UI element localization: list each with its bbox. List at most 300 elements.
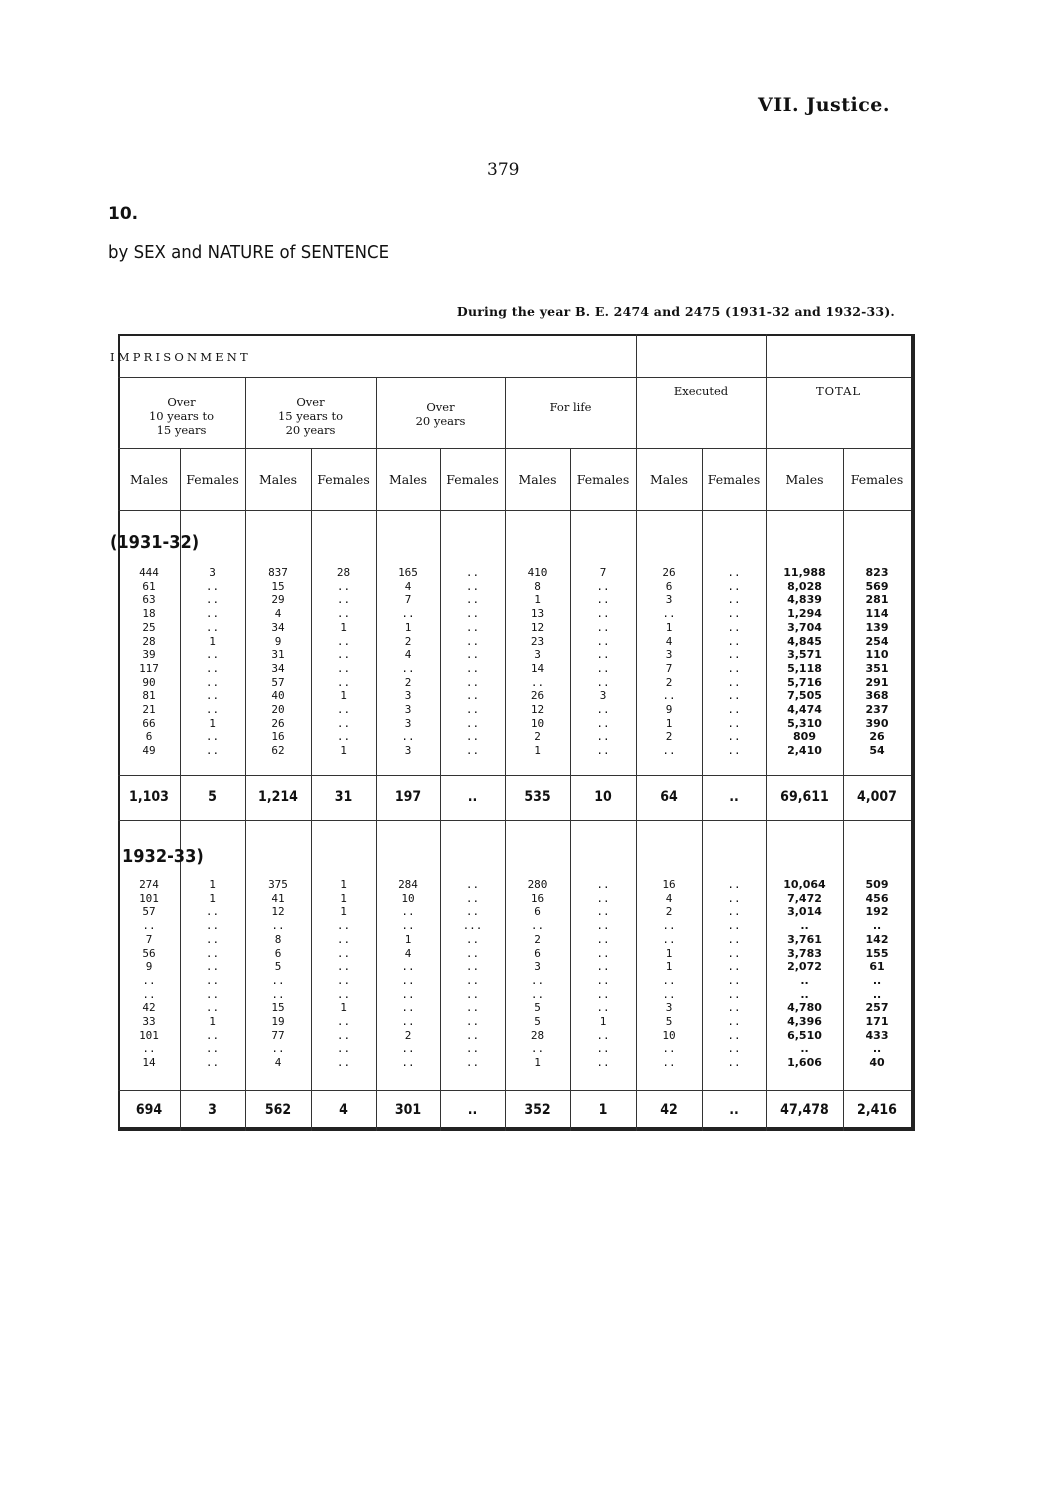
- table-cell: 4: [274, 1056, 282, 1070]
- table-cell: ..: [727, 703, 741, 717]
- data-column: [180, 878, 245, 1070]
- table-cell: ..: [205, 919, 220, 933]
- table-cell: ..: [727, 620, 741, 634]
- table-cell: 823: [865, 566, 889, 579]
- table-cell: ..: [465, 1056, 480, 1070]
- table-cell: ..: [465, 730, 480, 744]
- table-cell: 351: [865, 661, 889, 675]
- table-cell: 3: [209, 566, 216, 579]
- table-cell: ..: [401, 987, 415, 1001]
- table-cell: 237: [865, 703, 889, 717]
- table-cell: ..: [596, 661, 610, 675]
- table-cell: 26: [662, 566, 676, 579]
- table-cell: 8: [534, 579, 541, 593]
- table-cell: 66: [142, 716, 156, 730]
- data-column: [843, 878, 911, 1070]
- total-cell: ..: [729, 789, 739, 805]
- data-column: [570, 566, 636, 758]
- table-cell: ..: [727, 1028, 741, 1042]
- table-cell: 16: [662, 878, 676, 891]
- table-cell: ..: [205, 905, 220, 919]
- table-cell: ..: [336, 932, 351, 946]
- table-cell: 12: [271, 905, 285, 919]
- table-cell: 39: [142, 648, 156, 662]
- table-cell: 1: [209, 878, 216, 891]
- table-cell: 28: [530, 1028, 545, 1042]
- table-cell: 28: [142, 634, 156, 648]
- column-group-header-line: Over: [426, 400, 455, 414]
- data-column: [311, 878, 376, 1070]
- table-cell: ..: [271, 973, 285, 987]
- females-header: Females: [707, 472, 761, 487]
- total-cell: 47,478: [780, 1102, 829, 1118]
- table-cell: ..: [727, 675, 741, 689]
- table-cell: ..: [465, 1001, 480, 1015]
- total-cell: 3: [208, 1102, 217, 1118]
- males-header: Males: [649, 472, 689, 487]
- table-cell: ..: [596, 919, 610, 933]
- table-cell: 101: [139, 891, 159, 905]
- table-cell: 6: [534, 946, 541, 960]
- table-cell: ..: [727, 932, 741, 946]
- males-header: Males: [518, 472, 557, 487]
- table-cell: 1: [599, 1015, 607, 1029]
- table-cell: 57: [271, 675, 285, 689]
- table-cell: 4: [274, 607, 282, 621]
- year-label: 1932-33): [122, 846, 204, 867]
- table-cell: 4: [404, 579, 412, 593]
- table-cell: ..: [530, 919, 545, 933]
- table-cell: 7: [665, 661, 673, 675]
- table-cell: 192: [865, 905, 889, 919]
- table-cell: 6: [665, 579, 673, 593]
- table-cell: ..: [872, 973, 882, 987]
- table-cell: 1: [340, 891, 347, 905]
- table-cell: 375: [268, 878, 288, 891]
- table-cell: 4,474: [787, 703, 822, 717]
- table-cell: 3: [665, 1001, 673, 1015]
- table-cell: 25: [142, 620, 156, 634]
- table-cell: 3,014: [787, 905, 822, 919]
- table-cell: ..: [465, 1042, 480, 1056]
- table-cell: ..: [596, 960, 610, 974]
- table-cell: ..: [401, 1056, 415, 1070]
- females-header: Females: [317, 472, 370, 487]
- table-cell: ..: [800, 1042, 809, 1056]
- table-cell: ..: [465, 579, 480, 593]
- table-cell: 1: [340, 878, 347, 891]
- table-cell: ..: [662, 744, 676, 758]
- table-cell: 16: [530, 891, 545, 905]
- table-cell: 139: [865, 620, 889, 634]
- table-cell: ..: [401, 1001, 415, 1015]
- table-cell: 26: [530, 689, 545, 703]
- column-group-header-line: Executed: [673, 384, 729, 398]
- table-cell: 7,505: [787, 689, 822, 703]
- table-cell: 2: [665, 905, 673, 919]
- table-cell: 61: [142, 579, 156, 593]
- column-group-header-line: For life: [549, 400, 592, 414]
- column-group-header-line: 20 years: [285, 423, 336, 437]
- total-cell: 69,611: [780, 789, 829, 805]
- table-cell: 110: [865, 648, 889, 662]
- table-cell: ..: [727, 744, 741, 758]
- totals-top-rule-1932: [118, 1090, 911, 1091]
- table-cell: ..: [336, 716, 351, 730]
- table-cell: ..: [596, 744, 610, 758]
- table-cell: 29: [271, 593, 285, 607]
- table-cell: 837: [268, 566, 288, 579]
- table-cell: ..: [271, 1042, 285, 1056]
- table-cell: ..: [465, 703, 480, 717]
- column-group-header-line: 15 years to: [277, 409, 344, 423]
- total-cell: 31: [334, 789, 353, 805]
- table-cell: ..: [727, 1056, 741, 1070]
- table-cell: 809: [793, 730, 816, 744]
- table-cell: 4,839: [787, 593, 822, 607]
- table-cell: ..: [530, 675, 545, 689]
- table-cell: ..: [336, 1042, 351, 1056]
- table-cell: 31: [271, 648, 285, 662]
- table-cell: ..: [596, 987, 610, 1001]
- table-cell: 5: [534, 1001, 541, 1015]
- column-group-header: [636, 384, 766, 398]
- column-group-header-line: Over: [296, 395, 325, 409]
- table-cell: 1,294: [787, 607, 822, 621]
- table-cell: 3: [404, 744, 412, 758]
- table-cell: ..: [465, 1015, 480, 1029]
- table-cell: ..: [401, 1015, 415, 1029]
- table-cell: 5: [665, 1015, 673, 1029]
- total-cell: 352: [524, 1102, 551, 1118]
- table-cell: ..: [465, 891, 480, 905]
- table-cell: ..: [872, 919, 882, 933]
- table-cell: 274: [139, 878, 159, 891]
- table-cell: ..: [465, 1028, 480, 1042]
- table-cell: ..: [465, 905, 480, 919]
- table-cell: 14: [530, 661, 545, 675]
- table-cell: 254: [865, 634, 889, 648]
- table-cell: ..: [596, 607, 610, 621]
- table-cell: ..: [530, 1042, 545, 1056]
- total-cell: ..: [729, 1102, 739, 1118]
- data-column: [766, 878, 843, 1070]
- table-cell: ..: [530, 973, 545, 987]
- subheader-rule: [118, 510, 911, 511]
- table-cell: ..: [465, 878, 480, 891]
- table-cell: ..: [727, 661, 741, 675]
- table-cell: 42: [142, 1001, 156, 1015]
- table-cell: ..: [205, 1001, 220, 1015]
- data-column: [766, 566, 843, 758]
- totals-top-rule-1931: [118, 775, 911, 776]
- table-cell: 8: [274, 932, 282, 946]
- table-cell: ..: [727, 566, 741, 579]
- table-cell: 34: [271, 661, 285, 675]
- table-cell: ..: [205, 689, 220, 703]
- data-column: [311, 566, 376, 758]
- data-column: [440, 878, 505, 1070]
- table-cell: 281: [865, 593, 889, 607]
- table-cell: 57: [142, 905, 156, 919]
- total-cell: 1,103: [129, 789, 169, 805]
- table-cell: ..: [205, 744, 220, 758]
- table-cell: 3,761: [787, 932, 822, 946]
- table-cell: ..: [662, 689, 676, 703]
- table-cell: 2: [534, 730, 541, 744]
- table-cell: 291: [865, 675, 889, 689]
- table-cell: ..: [401, 730, 415, 744]
- table-cell: 56: [142, 946, 156, 960]
- table-cell: ..: [205, 987, 220, 1001]
- table-cell: 5: [534, 1015, 541, 1029]
- table-cell: ..: [465, 946, 480, 960]
- group-header-rule: [118, 448, 911, 449]
- table-cell: 4,845: [787, 634, 822, 648]
- table-cell: 23: [530, 634, 545, 648]
- table-cell: 1: [209, 716, 216, 730]
- table-cell: 1: [665, 946, 673, 960]
- table-cell: ..: [205, 973, 220, 987]
- total-cell: 64: [660, 789, 678, 805]
- column-group-header-line: TOTAL: [815, 384, 862, 398]
- table-cell: 2,410: [787, 744, 822, 758]
- table-cell: 3: [404, 703, 412, 717]
- table-cell: ..: [800, 973, 809, 987]
- table-cell: ..: [205, 946, 220, 960]
- table-cell: ..: [596, 703, 610, 717]
- table-cell: ..: [465, 973, 480, 987]
- table-cell: ..: [336, 593, 351, 607]
- table-cell: 155: [865, 946, 889, 960]
- column-group-header: [376, 400, 505, 428]
- table-cell: ..: [205, 960, 220, 974]
- table-cell: ..: [205, 675, 220, 689]
- table-cell: 28: [336, 566, 351, 579]
- section-header: VII. Justice.: [757, 94, 890, 116]
- table-cell: 1: [209, 891, 216, 905]
- table-cell: ..: [727, 1015, 741, 1029]
- table-cell: 117: [139, 661, 159, 675]
- table-cell: 11,988: [783, 566, 826, 579]
- table-cell: 171: [865, 1015, 889, 1029]
- total-cell: 42: [660, 1102, 678, 1118]
- table-cell: 1: [340, 1001, 347, 1015]
- males-header: Males: [258, 472, 298, 487]
- table-cell: 4: [404, 946, 412, 960]
- table-cell: 3: [599, 689, 607, 703]
- table-cell: ..: [336, 730, 351, 744]
- table-cell: ..: [205, 620, 220, 634]
- table-cell: ..: [336, 648, 351, 662]
- table-cell: ..: [596, 973, 610, 987]
- table-cell: 90: [142, 675, 156, 689]
- total-cell: 4: [339, 1102, 348, 1118]
- table-cell: ..: [205, 1056, 220, 1070]
- table-cell: 101: [139, 1028, 159, 1042]
- table-cell: ..: [727, 919, 741, 933]
- table-cell: 62: [271, 744, 285, 758]
- total-cell: 4,007: [857, 789, 897, 805]
- table-cell: 15: [271, 579, 285, 593]
- table-cell: ..: [336, 579, 351, 593]
- table-cell: 2: [404, 675, 412, 689]
- table-cell: ..: [727, 607, 741, 621]
- data-column: [245, 878, 311, 1070]
- table-cell: ..: [662, 932, 676, 946]
- column-group-header-line: 10 years to: [148, 409, 215, 423]
- table-cell: 10: [401, 891, 415, 905]
- table-cell: 1: [340, 905, 347, 919]
- table-cell: ..: [727, 905, 741, 919]
- table-cell: ..: [800, 919, 809, 933]
- table-cell: ..: [336, 946, 351, 960]
- column-group-header: [505, 400, 636, 414]
- data-column: [702, 566, 766, 758]
- table-cell: 3: [404, 716, 412, 730]
- table-cell: 4: [665, 891, 673, 905]
- data-column: [843, 566, 911, 758]
- table-cell: ..: [465, 593, 480, 607]
- table-cell: ..: [336, 675, 351, 689]
- table-cell: 63: [142, 593, 156, 607]
- table-cell: 1: [665, 716, 673, 730]
- females-header: Females: [446, 472, 499, 487]
- total-cell: 562: [264, 1102, 292, 1118]
- table-cell: 6,510: [787, 1028, 822, 1042]
- table-cell: ..: [800, 987, 809, 1001]
- table-cell: 4: [665, 634, 673, 648]
- table-cell: ..: [465, 960, 480, 974]
- females-header: Females: [850, 472, 904, 487]
- table-cell: 7: [404, 593, 412, 607]
- table-cell: ..: [596, 932, 610, 946]
- data-column: [118, 566, 180, 758]
- table-cell: 16: [271, 730, 285, 744]
- data-column: [376, 878, 440, 1070]
- table-cell: ..: [596, 593, 610, 607]
- data-column: [636, 566, 702, 758]
- table-cell: ..: [596, 620, 610, 634]
- table-cell: ..: [727, 960, 741, 974]
- table-cell: 5: [274, 960, 282, 974]
- table-cell: 257: [865, 1001, 889, 1015]
- year-label: (1931-32): [110, 532, 200, 553]
- table-cell: ..: [596, 1028, 610, 1042]
- table-cell: 12: [530, 703, 545, 717]
- table-cell: 5,310: [787, 716, 822, 730]
- total-cell: ..: [467, 1102, 478, 1118]
- table-cell: 509: [865, 878, 889, 891]
- data-column: [245, 566, 311, 758]
- table-cell: 7: [145, 932, 153, 946]
- data-column: [505, 878, 570, 1070]
- table-cell: 7: [599, 566, 607, 579]
- table-cell: ..: [596, 946, 610, 960]
- table-cell: 390: [865, 716, 889, 730]
- column-group-header-line: 15 years: [156, 423, 207, 437]
- table-cell: 40: [271, 689, 285, 703]
- table-cell: ..: [336, 973, 351, 987]
- table-cell: ..: [727, 1001, 741, 1015]
- table-cell: 2: [665, 730, 673, 744]
- table-cell: ..: [465, 607, 480, 621]
- table-cell: 4,780: [787, 1001, 822, 1015]
- table-cell: ..: [596, 878, 610, 891]
- table-cell: 569: [865, 579, 889, 593]
- table-cell: 3,704: [787, 620, 822, 634]
- table-cell: 284: [398, 878, 418, 891]
- table-cell: 5,118: [787, 661, 822, 675]
- table-cell: 1: [340, 620, 347, 634]
- table-cell: ..: [727, 593, 741, 607]
- table-cell: 6: [145, 730, 153, 744]
- table-cell: ..: [596, 579, 610, 593]
- totals-bottom-rule-1931: [118, 820, 911, 821]
- table-cell: ..: [401, 973, 415, 987]
- table-cell: 1: [534, 744, 541, 758]
- table-cell: 4,396: [787, 1015, 822, 1029]
- total-cell: 301: [394, 1102, 422, 1118]
- table-cell: ..: [662, 973, 676, 987]
- total-cell: 2,416: [857, 1102, 897, 1118]
- table-cell: ..: [271, 919, 285, 933]
- data-column: [702, 878, 766, 1070]
- data-column: [570, 878, 636, 1070]
- table-cell: ..: [205, 1042, 220, 1056]
- table-cell: 1: [665, 960, 673, 974]
- table-cell: ..: [596, 1001, 610, 1015]
- total-cell: 1,214: [258, 789, 298, 805]
- table-cell: 368: [865, 689, 889, 703]
- table-cell: ..: [872, 987, 882, 1001]
- table-cell: 1: [209, 634, 216, 648]
- total-cell: 5: [208, 789, 217, 805]
- total-cell: 10: [594, 789, 612, 805]
- data-column: [636, 878, 702, 1070]
- total-cell: 1: [598, 1102, 608, 1118]
- table-cell: 1: [534, 593, 541, 607]
- table-cell: 1: [404, 620, 412, 634]
- table-cell: ..: [336, 1015, 351, 1029]
- table-cell: 1,606: [787, 1056, 822, 1070]
- total-cell: 694: [135, 1102, 163, 1118]
- column-group-header: [118, 395, 245, 437]
- table-cell: ..: [727, 716, 741, 730]
- column-group-header: [766, 384, 911, 398]
- table-cell: 15: [271, 1001, 285, 1015]
- table-cell: 3,783: [787, 946, 822, 960]
- table-cell: 20: [271, 703, 285, 717]
- table-cell: 9: [145, 960, 153, 974]
- table-cell: 165: [398, 566, 418, 579]
- table-cell: ..: [465, 634, 480, 648]
- males-header: Males: [388, 472, 428, 487]
- table-cell: 433: [865, 1028, 889, 1042]
- data-column: [180, 566, 245, 758]
- table-cell: 3: [534, 648, 541, 662]
- table-cell: 13: [530, 607, 545, 621]
- table-cell: ..: [205, 661, 220, 675]
- table-cell: ..: [727, 579, 741, 593]
- table-cell: ..: [401, 661, 415, 675]
- table-cell: 2: [665, 675, 673, 689]
- column-group-header: [245, 395, 376, 437]
- table-cell: ..: [142, 973, 156, 987]
- table-cell: 4: [404, 648, 412, 662]
- table-cell: ..: [465, 620, 480, 634]
- table-cell: ..: [465, 689, 480, 703]
